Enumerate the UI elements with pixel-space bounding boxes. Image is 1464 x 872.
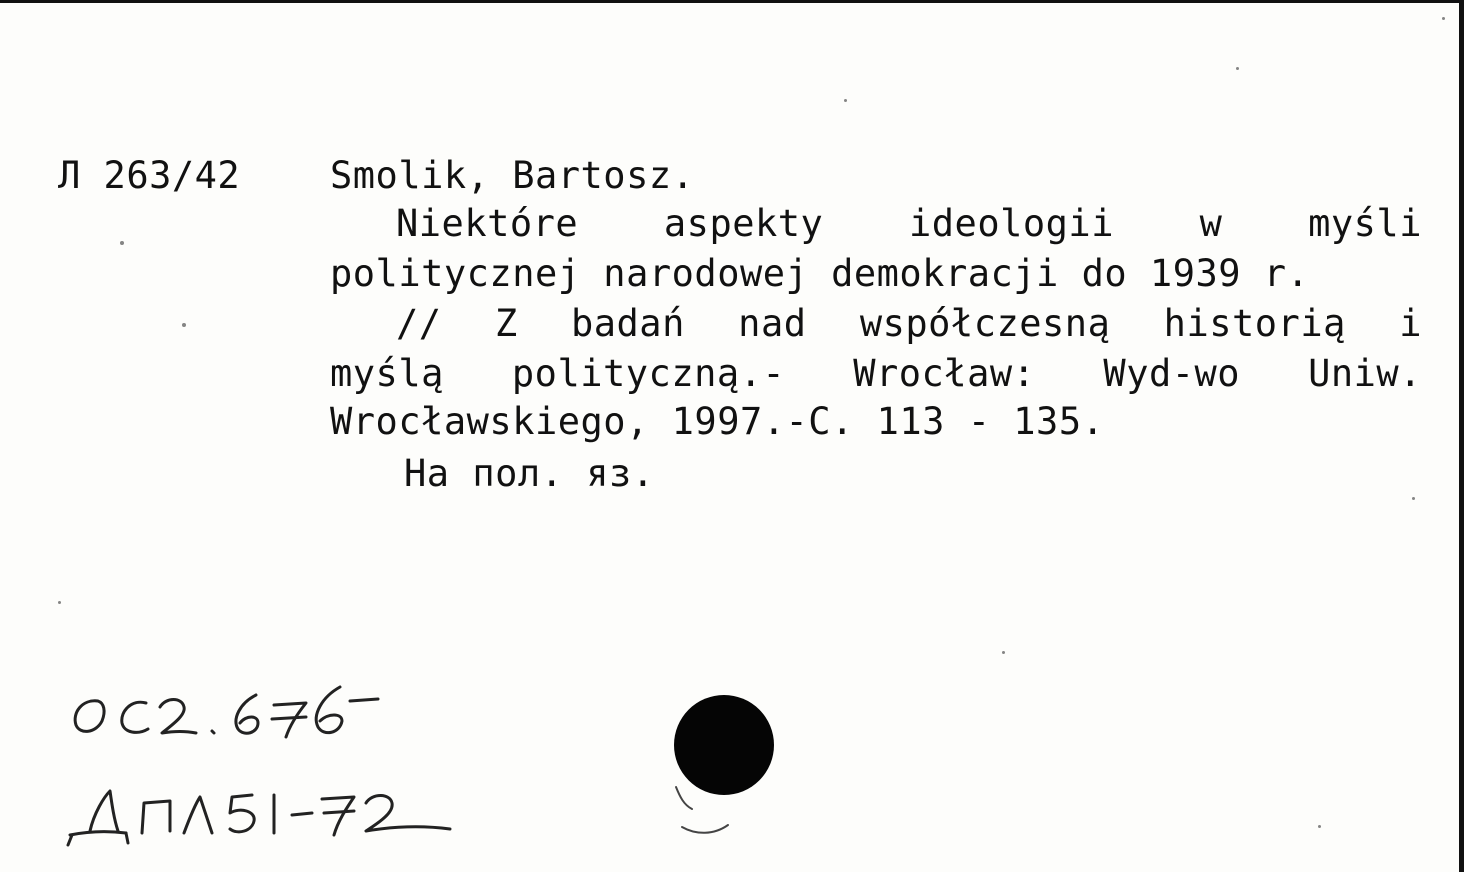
source-word: // (396, 302, 442, 345)
title-word: aspekty (663, 202, 824, 245)
scan-speck (182, 323, 186, 327)
source-line-2 (330, 352, 1422, 395)
scan-speck (1442, 17, 1445, 20)
source-word: nad (738, 302, 807, 345)
scan-speck (1236, 67, 1239, 70)
publisher-line: Wrocławskiego, 1997.-C. 113 - 135. (330, 400, 1105, 443)
title-word: ideologii (909, 202, 1114, 245)
title-word: myśli (1308, 202, 1422, 245)
title-line-1 (330, 202, 1422, 245)
source-word: Wyd-wo (1103, 352, 1241, 395)
author-name: Smolik, Bartosz. (330, 154, 695, 197)
scan-speck (1318, 825, 1321, 828)
handwritten-code-2 (60, 773, 460, 853)
source-word: historią (1163, 302, 1346, 345)
title-line-2: politycznej narodowej demokracji do 1939 r. (330, 252, 1310, 295)
source-word: Uniw. (1308, 352, 1422, 395)
source-word: polityczną.- (511, 352, 786, 395)
title-word: w (1199, 202, 1223, 245)
scan-speck (1412, 497, 1415, 500)
source-word: myślą (330, 352, 444, 395)
source-word: Wrocław: (853, 352, 1036, 395)
source-line-1 (330, 302, 1422, 345)
scan-speck (58, 601, 61, 604)
source-word: Z (494, 302, 518, 345)
source-word: współczesną (859, 302, 1111, 345)
language-note: На пол. яз. (404, 452, 655, 495)
source-word: i (1399, 302, 1422, 345)
call-number: Л 263/42 (58, 154, 241, 197)
scan-speck (120, 241, 124, 245)
scan-speck (844, 99, 847, 102)
title-word: Niektóre (396, 202, 579, 245)
hole-scratch (670, 783, 750, 843)
handwritten-code-1 (60, 673, 400, 753)
source-word: badań (570, 302, 685, 345)
scan-speck (1002, 651, 1005, 654)
punch-hole (674, 695, 774, 795)
